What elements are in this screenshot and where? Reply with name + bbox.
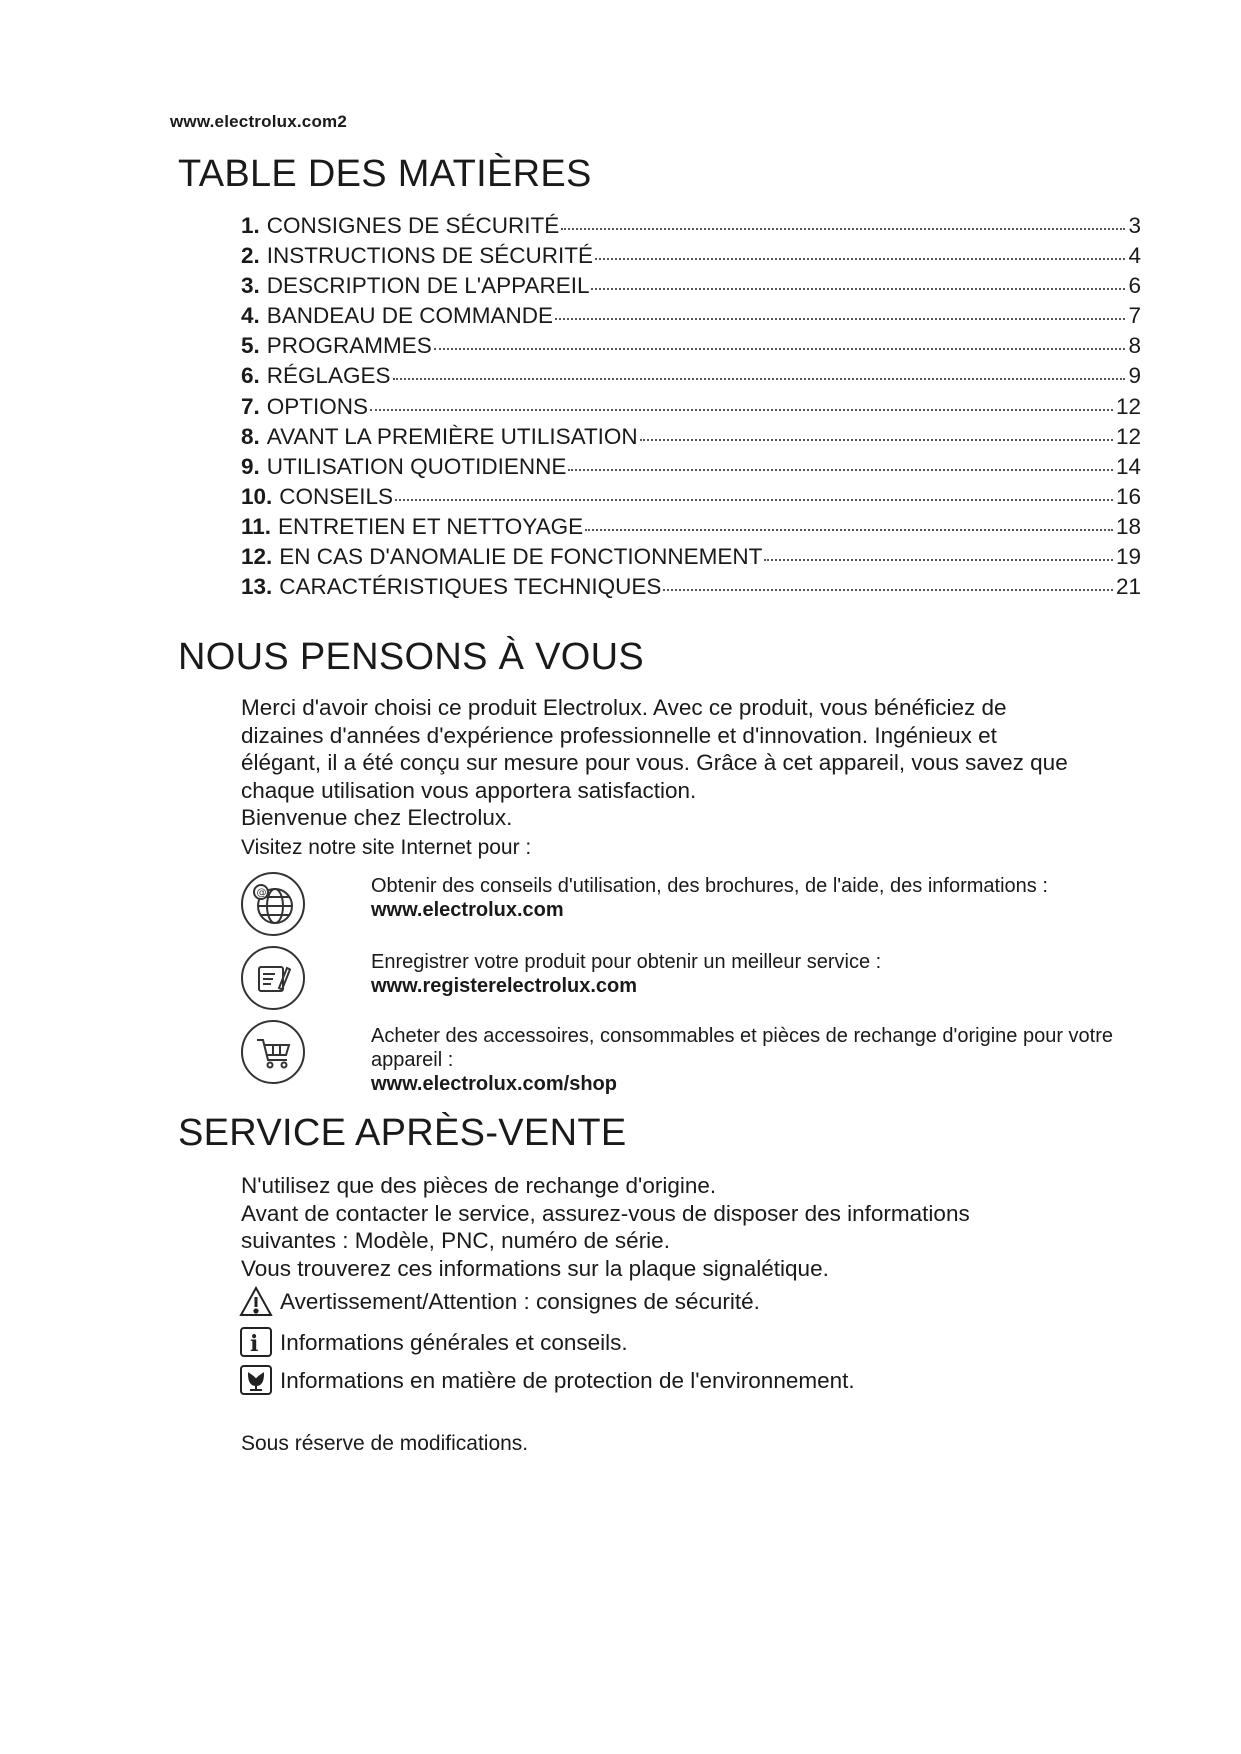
visit-website-line: Visitez notre site Internet pour : <box>241 836 532 859</box>
register-icon <box>241 946 305 1010</box>
toc-item-page: 4 <box>1128 243 1141 269</box>
toc-item[interactable] <box>241 273 1141 303</box>
legend-text: Informations en matière de protection de l'environnement. <box>280 1368 855 1393</box>
toc-dot-leader <box>395 499 1113 501</box>
toc-item-number: 7. <box>241 393 260 419</box>
toc-item-number: 2. <box>241 243 260 269</box>
paragraph-line: dizaines d'années d'expérience professionnelle et d'innovation. Ingénieux et <box>241 722 997 748</box>
toc-item-label: DESCRIPTION DE L'APPAREIL <box>266 273 590 299</box>
paragraph-line: Bienvenue chez Electrolux. <box>241 805 513 830</box>
link-text: Acheter des accessoires, consommables et pièces de rechange d'origine pour votre appareil : <box>371 1025 1114 1071</box>
toc-item-label: UTILISATION QUOTIDIENNE <box>266 453 567 479</box>
toc-item-page: 12 <box>1115 423 1141 449</box>
toc-title: TABLE DES MATIÈRES <box>178 153 592 195</box>
cart-icon <box>241 1020 305 1084</box>
toc-dot-leader <box>434 348 1126 350</box>
toc-dot-leader <box>595 258 1125 260</box>
toc-item-label: CONSIGNES DE SÉCURITÉ <box>266 213 560 238</box>
svg-text:@: @ <box>256 887 267 899</box>
toc-item[interactable] <box>241 544 1141 574</box>
toc-dot-leader <box>370 409 1113 411</box>
toc-item-number: 8. <box>241 423 260 449</box>
toc-item-number: 5. <box>241 333 260 359</box>
toc-item-page: 19 <box>1115 544 1141 570</box>
toc-dot-leader <box>591 288 1125 290</box>
toc-item-page: 12 <box>1115 393 1141 419</box>
link-row-advice <box>241 872 1141 944</box>
legend-text: Informations générales et conseils. <box>280 1330 628 1355</box>
link-row-shop <box>241 1020 1141 1095</box>
toc-dot-leader <box>568 469 1113 471</box>
link-text: Enregistrer votre produit pour obtenir un meilleur service : <box>371 951 882 973</box>
toc-dot-leader <box>640 439 1113 441</box>
toc-item[interactable] <box>241 213 1141 243</box>
link-url[interactable]: www.electrolux.com/shop <box>371 1073 617 1095</box>
toc-item[interactable] <box>241 574 1141 604</box>
toc-item-label: CONSEILS <box>279 483 394 509</box>
link-description <box>371 874 1141 922</box>
toc-item-label: ENTRETIEN ET NETTOYAGE <box>278 513 584 539</box>
toc-item-number: 13. <box>241 574 273 600</box>
link-description <box>371 950 1141 998</box>
link-text: Obtenir des conseils d'utilisation, des brochures, de l'aide, des informations : <box>371 875 1048 897</box>
toc-item[interactable] <box>241 243 1141 273</box>
svg-text:i: i <box>250 1331 259 1357</box>
toc-item[interactable] <box>241 333 1141 363</box>
toc-item-page: 21 <box>1115 574 1141 600</box>
info-icon <box>238 1325 274 1361</box>
link-description <box>371 1024 1141 1096</box>
table-of-contents <box>241 213 1141 604</box>
toc-item-page: 3 <box>1128 213 1141 238</box>
toc-item-page: 9 <box>1128 363 1141 389</box>
toc-item-label: CARACTÉRISTIQUES TECHNIQUES <box>279 574 662 600</box>
paragraph-line: Vous trouverez ces informations sur la plaque signalétique. <box>241 1255 829 1281</box>
legend-info <box>238 1325 628 1361</box>
toc-item-page: 7 <box>1128 303 1141 329</box>
toc-item-label: INSTRUCTIONS DE SÉCURITÉ <box>266 243 594 269</box>
toc-item-number: 4. <box>241 303 260 329</box>
legend-warning <box>238 1284 760 1320</box>
warning-icon <box>238 1284 274 1320</box>
link-url[interactable]: www.registerelectrolux.com <box>371 975 638 997</box>
toc-item-number: 12. <box>241 544 273 570</box>
toc-item-page: 18 <box>1115 513 1141 539</box>
paragraph-line: suivantes : Modèle, PNC, numéro de série. <box>241 1228 670 1253</box>
service-paragraph <box>241 1172 1141 1282</box>
paragraph-line: élégant, il a été conçu sur mesure pour vous. Grâce à cet appareil, vous savez que <box>241 750 1068 775</box>
toc-item-label: AVANT LA PREMIÈRE UTILISATION <box>266 423 638 449</box>
toc-item[interactable] <box>241 394 1141 424</box>
toc-item[interactable] <box>241 484 1141 514</box>
toc-item-number: 3. <box>241 273 260 299</box>
section-title-nous: NOUS PENSONS À VOUS <box>178 636 645 678</box>
toc-item-label: PROGRAMMES <box>266 333 432 359</box>
legend-text: Avertissement/Attention : consignes de sécurité. <box>280 1289 760 1314</box>
paragraph-line: chaque utilisation vous apportera satisfaction. <box>241 777 697 803</box>
toc-item-page: 14 <box>1115 453 1141 479</box>
toc-item[interactable] <box>241 303 1141 333</box>
toc-item[interactable] <box>241 363 1141 393</box>
toc-item[interactable] <box>241 424 1141 454</box>
toc-item-number: 6. <box>241 363 260 389</box>
link-url[interactable]: www.electrolux.com <box>371 899 564 921</box>
welcome-paragraph <box>241 694 1141 832</box>
toc-dot-leader <box>585 529 1113 531</box>
toc-dot-leader <box>764 559 1113 561</box>
toc-item-page: 6 <box>1128 273 1141 299</box>
toc-item-number: 1. <box>241 213 260 238</box>
toc-dot-leader <box>561 228 1125 230</box>
toc-item[interactable] <box>241 514 1141 544</box>
paragraph-line: Merci d'avoir choisi ce produit Electrolux. Avec ce produit, vous bénéficiez de <box>241 695 1007 720</box>
toc-item-label: BANDEAU DE COMMANDE <box>266 303 554 329</box>
toc-item-page: 8 <box>1128 333 1141 359</box>
toc-item-number: 11. <box>241 513 272 539</box>
toc-item-label: OPTIONS <box>266 393 369 419</box>
footer-note: Sous réserve de modifications. <box>241 1432 529 1455</box>
toc-item-number: 9. <box>241 453 260 479</box>
toc-dot-leader <box>663 589 1113 591</box>
toc-dot-leader <box>393 378 1126 380</box>
legend-environment <box>238 1363 855 1399</box>
toc-item[interactable] <box>241 454 1141 484</box>
toc-dot-leader <box>555 318 1125 320</box>
toc-item-label: RÉGLAGES <box>266 363 391 389</box>
toc-item-page: 16 <box>1115 483 1141 509</box>
toc-item-number: 10. <box>241 483 273 509</box>
paragraph-line: N'utilisez que des pièces de rechange d'origine. <box>241 1173 717 1198</box>
environment-icon <box>238 1363 274 1399</box>
section-title-sav: SERVICE APRÈS-VENTE <box>178 1112 627 1154</box>
paragraph-line: Avant de contacter le service, assurez-vous de disposer des informations <box>241 1200 970 1226</box>
header-url[interactable]: www.electrolux.com2 <box>170 112 348 131</box>
link-row-register <box>241 946 1141 1018</box>
globe-icon <box>241 872 305 936</box>
toc-item-label: EN CAS D'ANOMALIE DE FONCTIONNEMENT <box>279 544 763 570</box>
